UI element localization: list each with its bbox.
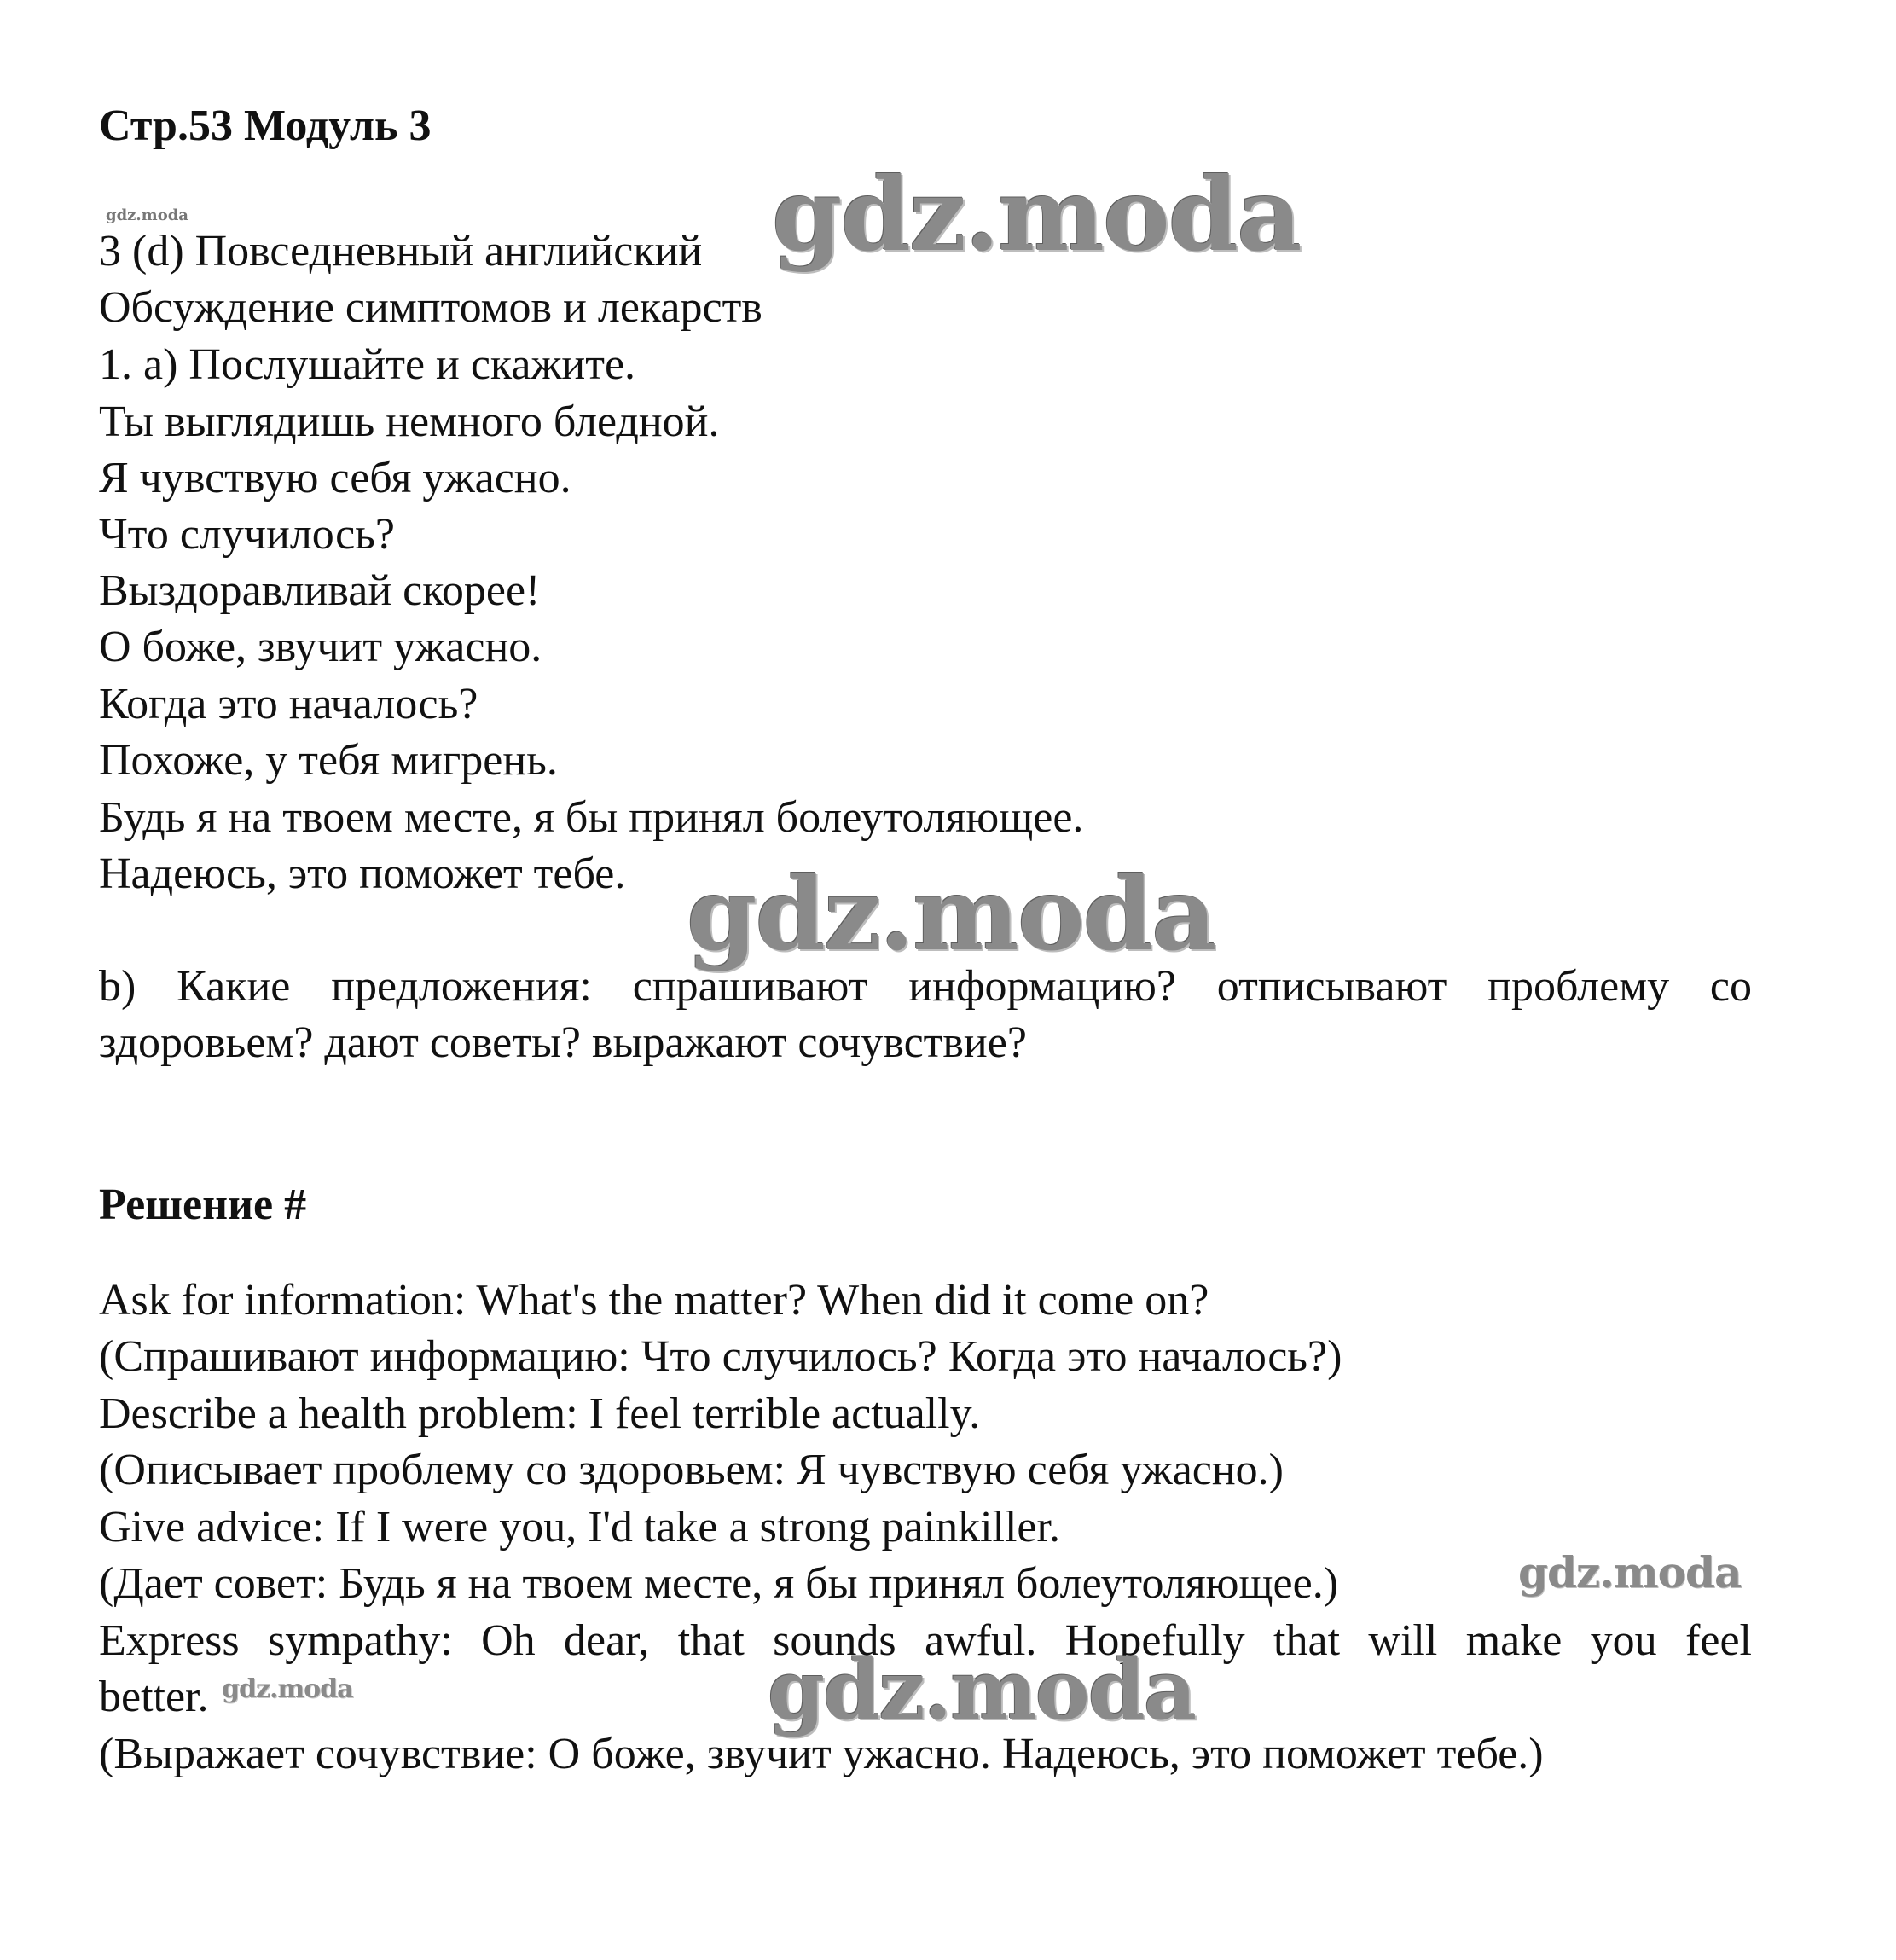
phrase-item: О боже, звучит ужасно. bbox=[99, 623, 542, 671]
solution-line: Give advice: If I were you, I'd take a strong painkiller. bbox=[99, 1503, 1060, 1551]
watermark: gdz.moda bbox=[1518, 1547, 1742, 1598]
solution-line: (Спрашивают информацию: Что случилось? Когда это началось?) bbox=[99, 1332, 1342, 1381]
solution-line: (Выражает сочувствие: О боже, звучит ужасно. Надеюсь, это поможет тебе.) bbox=[99, 1730, 1544, 1778]
part-a-instruction: 1. a) Послушайте и скажите. bbox=[99, 340, 636, 389]
phrase-item: Похоже, у тебя мигрень. bbox=[99, 736, 558, 785]
solution-line: Describe a health problem: I feel terrible actually. bbox=[99, 1389, 981, 1438]
part-b-instruction-line1: b) Какие предложения: спрашивают информацию? отписывают проблему со bbox=[99, 962, 1752, 1011]
section-subtitle: Обсуждение симптомов и лекарств bbox=[99, 283, 762, 332]
phrase-item: Я чувствую себя ужасно. bbox=[99, 454, 571, 502]
watermark: gdz.moda bbox=[106, 206, 188, 224]
section-title: 3 (d) Повседневный английский bbox=[99, 227, 703, 275]
watermark: gdz.moda bbox=[772, 155, 1301, 274]
solution-line: better. bbox=[99, 1673, 209, 1721]
phrase-item: Что случилось? bbox=[99, 510, 395, 559]
solution-line: Ask for information: What's the matter? When did it come on? bbox=[99, 1276, 1209, 1325]
phrase-item: Выздоравливай скорее! bbox=[99, 566, 541, 615]
solution-heading: Решение # bbox=[99, 1180, 307, 1229]
phrase-item: Когда это началось? bbox=[99, 680, 478, 728]
phrase-item: Ты выглядишь немного бледной. bbox=[99, 397, 720, 446]
solution-line: Express sympathy: Oh dear, that sounds awful. Hopefully that will make you feel bbox=[99, 1616, 1752, 1665]
part-b-instruction-line2: здоровьем? дают советы? выражают сочувствие? bbox=[99, 1018, 1027, 1067]
watermark: gdz.moda bbox=[222, 1674, 353, 1704]
watermark: gdz.moda bbox=[687, 855, 1215, 973]
watermark: gdz.moda bbox=[768, 1642, 1196, 1738]
phrase-item: Надеюсь, это поможет тебе. bbox=[99, 850, 626, 898]
solution-line: (Описывает проблему со здоровьем: Я чувствую себя ужасно.) bbox=[99, 1446, 1284, 1494]
page-title: Стр.53 Модуль 3 bbox=[99, 101, 432, 150]
phrase-item: Будь я на твоем месте, я бы принял болеутоляющее. bbox=[99, 793, 1084, 842]
solution-line: (Дает совет: Будь я на твоем месте, я бы принял болеутоляющее.) bbox=[99, 1559, 1339, 1608]
